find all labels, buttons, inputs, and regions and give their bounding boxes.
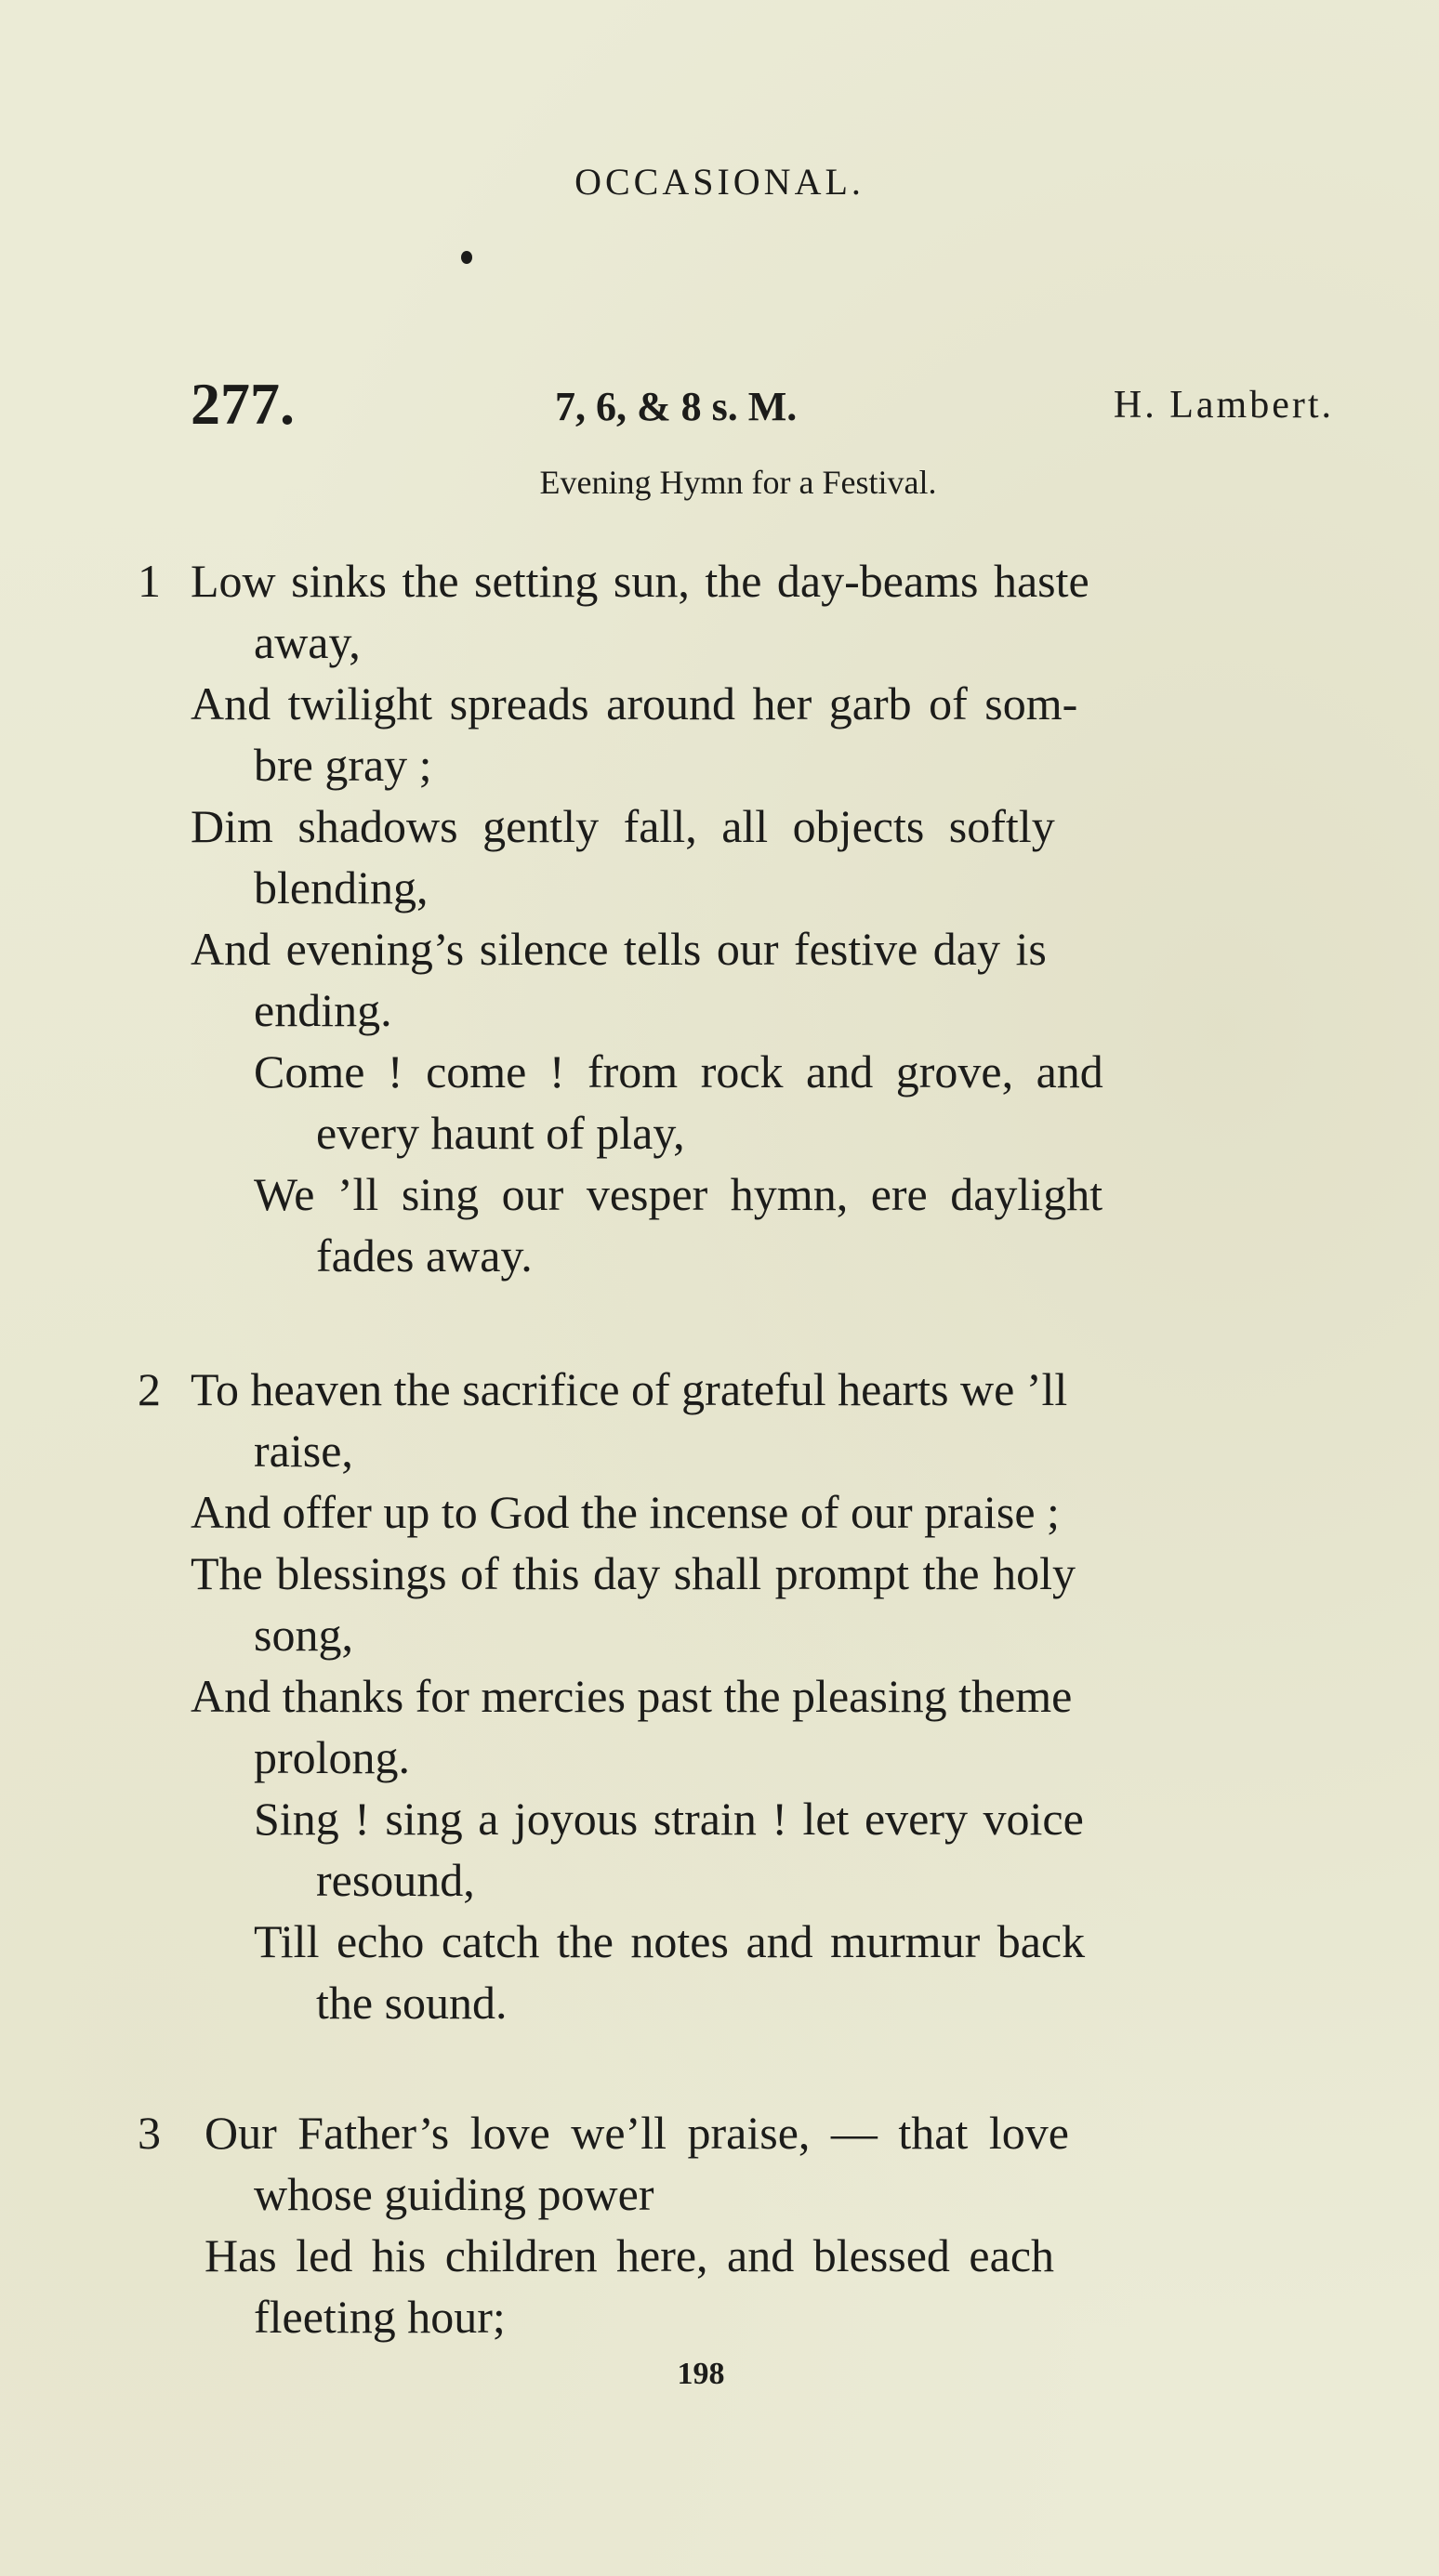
verse-line: every haunt of play, (316, 1107, 685, 1159)
verse-line: The blessings of this day shall prompt the holy (191, 1547, 1076, 1599)
hymn-meter: 7, 6, & 8 s. M. (555, 384, 798, 429)
verse-line: And thanks for mercies past the pleasing theme (191, 1670, 1073, 1722)
verse-line: To heaven the sacrifice of grateful hearts we ’ll (191, 1363, 1068, 1415)
hymn-composer: H. Lambert. (1113, 384, 1334, 427)
hymn-number: 277. (191, 371, 295, 437)
verse-line: We ’ll sing our vesper hymn, ere daylight (254, 1168, 1103, 1220)
ornament-dot (461, 251, 472, 264)
page-number: 198 (677, 2357, 725, 2391)
verse-line: And evening’s silence tells our festive day is (191, 923, 1047, 975)
verse-line: away, (254, 616, 361, 668)
verse-line: Has led his children here, and blessed each (205, 2229, 1055, 2281)
verse-number: 3 (138, 2107, 161, 2159)
verse-line: Come ! come ! from rock and grove, and (254, 1045, 1103, 1097)
verse-line: fleeting hour; (254, 2291, 506, 2343)
verse-line: Our Father’s love we’ll praise, — that love (205, 2107, 1069, 2159)
verse-line: Sing ! sing a joyous strain ! let every voice (254, 1793, 1084, 1845)
verse-number: 1 (138, 555, 161, 607)
verse-line: resound, (316, 1854, 475, 1906)
verse-line: blending, (254, 861, 429, 913)
hymn-header (191, 370, 1334, 435)
running-head: OCCASIONAL. (574, 161, 865, 203)
verse-number: 2 (138, 1363, 161, 1415)
verse-line: the sound. (316, 1977, 508, 2029)
verse-line: Till echo catch the notes and murmur back (254, 1915, 1086, 1967)
verse-line: fades away. (316, 1229, 533, 1281)
verse-line: Dim shadows gently fall, all objects softly (191, 800, 1055, 852)
verse-line: whose guiding power (254, 2168, 654, 2220)
verse-line: And twilight spreads around her garb of som- (191, 677, 1078, 729)
verse-line: And offer up to God the incense of our praise ; (191, 1486, 1060, 1538)
hymn-subtitle: Evening Hymn for a Festival. (539, 464, 937, 501)
verse-line: raise, (254, 1425, 353, 1477)
verse-line: song, (254, 1609, 353, 1661)
verse-line: prolong. (254, 1731, 411, 1783)
verse-line: bre gray ; (254, 739, 432, 791)
verse-line: ending. (254, 984, 392, 1036)
verse-line: Low sinks the setting sun, the day-beams haste (191, 555, 1089, 607)
